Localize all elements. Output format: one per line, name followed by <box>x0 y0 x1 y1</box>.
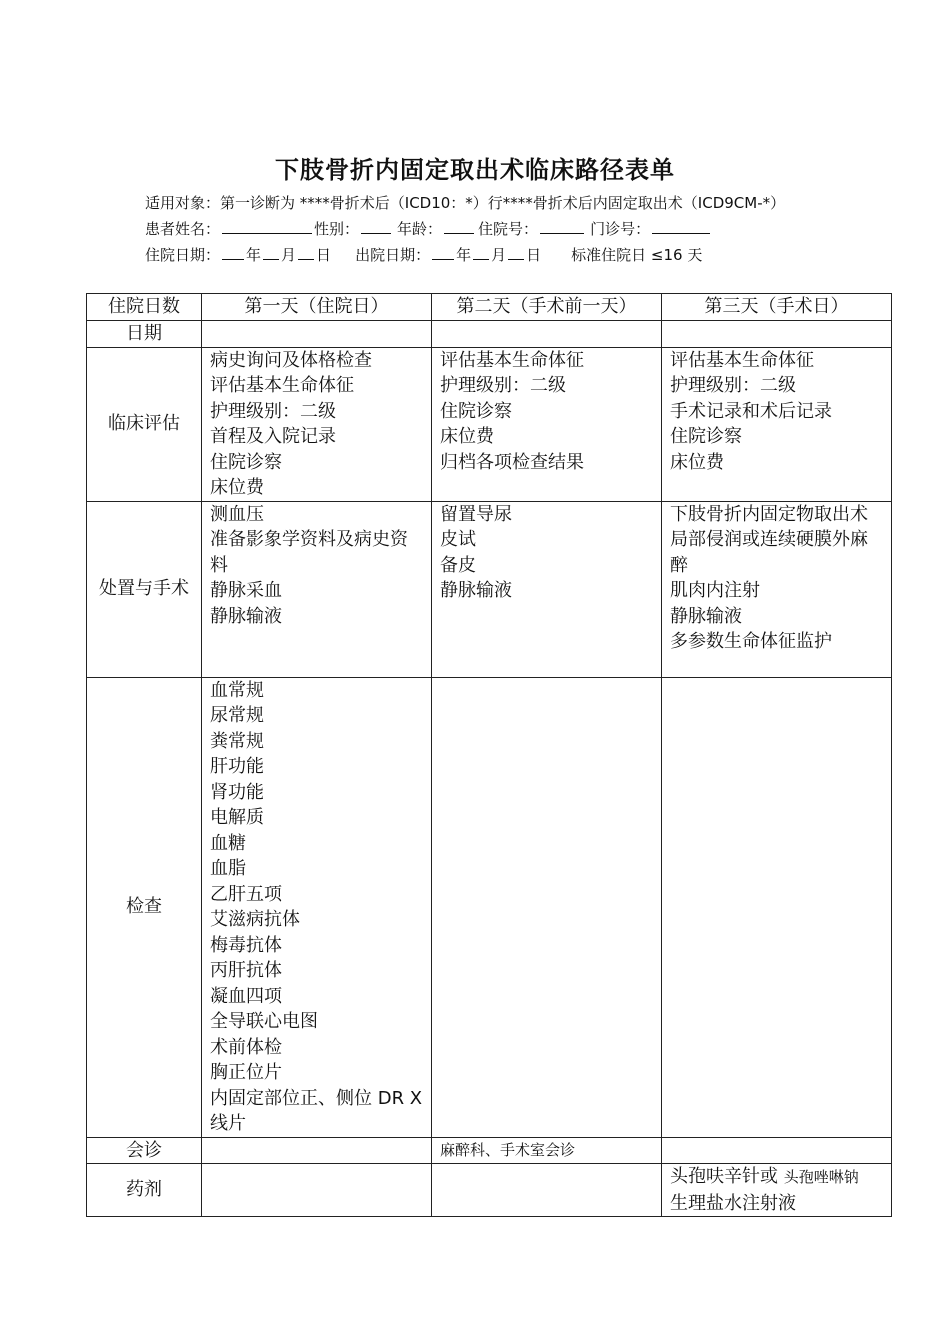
list-item: 术前体检 <box>210 1036 282 1058</box>
list-item: 皮试 <box>440 529 476 550</box>
list-item: 粪常规 <box>210 730 264 752</box>
list-item: 测血压 <box>210 503 264 525</box>
date-row <box>87 321 892 348</box>
list-item: 乙肝五项 <box>210 883 282 905</box>
admit-day-label: 日 <box>316 246 332 264</box>
clinical-label: 临床评估 <box>87 347 202 501</box>
header-day2: 第二天（手术前一天） <box>432 294 662 321</box>
admit-date-label: 住院日期： <box>145 246 221 264</box>
list-item: 护理级别：二级 <box>670 375 796 396</box>
discharge-month-label: 月 <box>491 246 507 264</box>
medication-day2-cell <box>432 1164 662 1217</box>
list-item: 血糖 <box>210 832 246 854</box>
admit-year-field[interactable] <box>222 245 244 260</box>
outpatient-no-field[interactable] <box>652 219 710 234</box>
date-label: 日期 <box>87 321 202 348</box>
medication-item-1-alt: 头孢唑啉钠 <box>783 1168 859 1186</box>
list-item: 评估基本生命体征 <box>210 375 354 396</box>
list-item: 准备影象学资料及病史资料 <box>210 529 408 576</box>
procedure-day3-cell <box>662 501 892 677</box>
date-info-line <box>145 245 702 265</box>
clinical-pathway-table <box>86 293 892 1217</box>
list-item: 静脉输液 <box>210 605 282 627</box>
list-item: 静脉采血 <box>210 580 282 601</box>
list-item: 病史询问及体格检查 <box>210 349 372 371</box>
header-days: 住院日数 <box>87 294 202 321</box>
list-item: 艾滋病抗体 <box>210 909 300 930</box>
consult-label: 会诊 <box>87 1137 202 1164</box>
medication-day1-cell <box>202 1164 432 1217</box>
medication-row <box>87 1164 892 1217</box>
list-item: 肾功能 <box>210 781 264 803</box>
list-item: 评估基本生命体征 <box>440 349 584 371</box>
list-item: 住院诊察 <box>440 400 512 422</box>
standard-stay: 标准住院日 ≤16 天 <box>571 246 703 264</box>
patient-name-field[interactable] <box>222 219 312 234</box>
list-item: 血脂 <box>210 858 246 879</box>
age-field[interactable] <box>444 219 474 234</box>
admit-day-field[interactable] <box>298 245 314 260</box>
list-item: 丙肝抗体 <box>210 960 282 981</box>
age-label: 年龄： <box>397 220 443 238</box>
gender-field[interactable] <box>361 219 391 234</box>
procedure-day1-cell <box>202 501 432 677</box>
medication-item-1: 头孢呋辛针或 <box>670 1166 778 1187</box>
list-item: 护理级别：二级 <box>210 400 336 422</box>
list-item <box>670 1164 885 1191</box>
list-item: 下肢骨折内固定物取出术 <box>670 503 868 525</box>
list-item: 住院诊察 <box>670 426 742 447</box>
header-day3: 第三天（手术日） <box>662 294 892 321</box>
list-item: 内固定部位正、侧位 DR X线片 <box>210 1087 423 1134</box>
exam-day2-cell <box>432 677 662 1137</box>
patient-name-label: 患者姓名： <box>145 220 221 238</box>
outpatient-no-label: 门诊号： <box>590 220 651 238</box>
exam-row <box>87 677 892 1137</box>
consult-day2-cell: 麻醉科、手术室会诊 <box>432 1137 662 1164</box>
discharge-day-label: 日 <box>526 246 542 264</box>
list-item: 胸正位片 <box>210 1062 282 1083</box>
exam-label: 检查 <box>87 677 202 1137</box>
header-day1: 第一天（住院日） <box>202 294 432 321</box>
list-item: 评估基本生命体征 <box>670 349 814 371</box>
clinical-row <box>87 347 892 501</box>
admission-no-field[interactable] <box>540 219 584 234</box>
list-item: 床位费 <box>440 426 494 447</box>
list-item: 电解质 <box>210 807 264 828</box>
consult-day3-cell <box>662 1137 892 1164</box>
list-item: 床位费 <box>210 477 264 498</box>
list-item: 血常规 <box>210 679 264 701</box>
procedure-row <box>87 501 892 677</box>
admit-month-field[interactable] <box>263 245 279 260</box>
medication-label: 药剂 <box>87 1164 202 1217</box>
page-title: 下肢骨折内固定取出术临床路径表单 <box>275 156 675 184</box>
list-item: 床位费 <box>670 451 724 473</box>
procedure-day2-cell <box>432 501 662 677</box>
exam-day1-cell <box>202 677 432 1137</box>
applicable-line: 适用对象：第一诊断为 ****骨折术后（ICD10：*）行****骨折术后内固定取出术（ICD9CM-*） <box>145 194 786 212</box>
discharge-day-field[interactable] <box>508 245 524 260</box>
list-item: 留置导尿 <box>440 503 512 525</box>
list-item: 局部侵润或连续硬膜外麻醉 <box>670 529 868 576</box>
list-item: 护理级别：二级 <box>440 375 566 396</box>
header-row <box>87 294 892 321</box>
discharge-month-field[interactable] <box>473 245 489 260</box>
gender-label: 性别： <box>314 220 360 238</box>
list-item: 肝功能 <box>210 756 264 777</box>
admission-no-label: 住院号： <box>478 220 539 238</box>
consult-row <box>87 1137 892 1164</box>
procedure-label: 处置与手术 <box>87 501 202 677</box>
list-item: 住院诊察 <box>210 451 282 473</box>
list-item: 肌肉内注射 <box>670 580 760 601</box>
list-item: 尿常规 <box>210 705 264 726</box>
clinical-day2-cell <box>432 347 662 501</box>
list-item: 生理盐水注射液 <box>670 1192 796 1214</box>
list-item: 梅毒抗体 <box>210 934 282 956</box>
clinical-day3-cell <box>662 347 892 501</box>
list-item: 全导联心电图 <box>210 1011 318 1032</box>
list-item: 备皮 <box>440 554 476 576</box>
consult-day1-cell <box>202 1137 432 1164</box>
discharge-date-label: 出院日期： <box>355 246 431 264</box>
list-item: 归档各项检查结果 <box>440 451 584 473</box>
discharge-year-field[interactable] <box>432 245 454 260</box>
list-item: 多参数生命体征监护 <box>670 631 832 652</box>
discharge-year-label: 年 <box>456 246 472 264</box>
admit-year-label: 年 <box>246 246 262 264</box>
date-day2-cell[interactable] <box>432 321 662 348</box>
list-item: 静脉输液 <box>440 580 512 601</box>
exam-day3-cell <box>662 677 892 1137</box>
medication-day3-cell <box>662 1164 892 1217</box>
list-item: 凝血四项 <box>210 985 282 1007</box>
date-day1-cell[interactable] <box>202 321 432 348</box>
admit-month-label: 月 <box>281 246 297 264</box>
date-day3-cell[interactable] <box>662 321 892 348</box>
patient-info-line <box>145 219 712 239</box>
clinical-day1-cell <box>202 347 432 501</box>
list-item: 手术记录和术后记录 <box>670 400 832 422</box>
list-item: 首程及入院记录 <box>210 426 336 447</box>
list-item: 静脉输液 <box>670 605 742 627</box>
